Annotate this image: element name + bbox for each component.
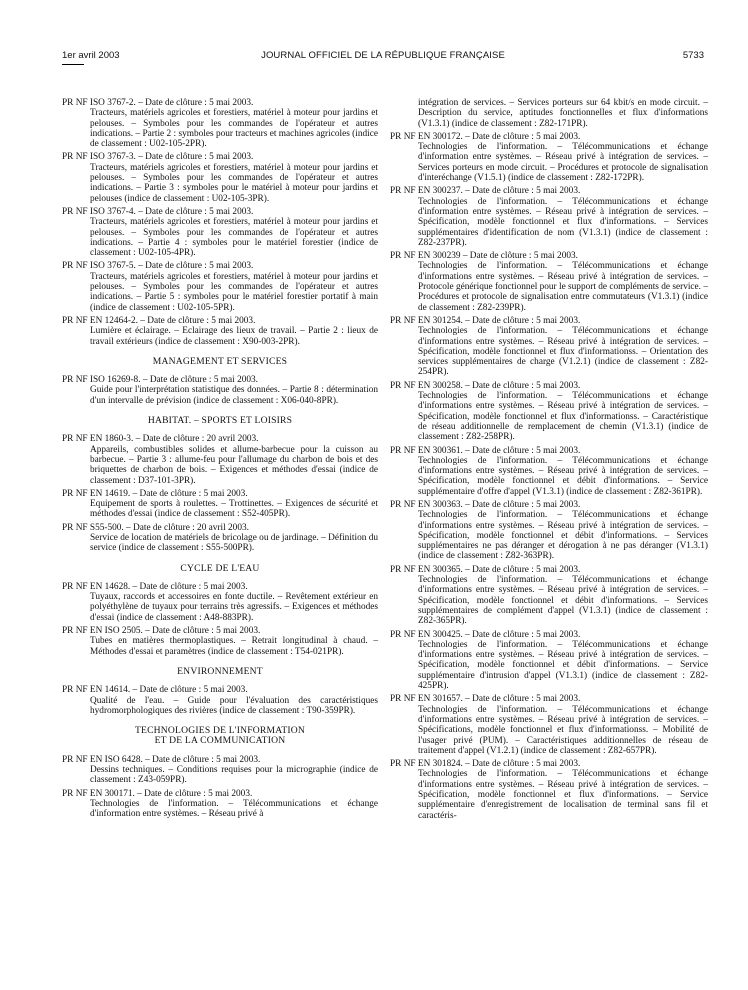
entry-reference: PR NF EN ISO 2505. – Date de clôture : 5 mai 2003. bbox=[62, 626, 261, 637]
entry-description: Guide pour l'interprétation statistique des données. – Partie 8 : détermination d'un intervalle de prévision (indice de classement : X06-040-8PR). bbox=[90, 385, 378, 406]
standard-entry bbox=[62, 523, 378, 554]
entry-reference: PR NF EN 300171. – Date de clôture : 5 mai 2003. bbox=[62, 788, 253, 799]
standard-entry bbox=[390, 446, 708, 497]
section-heading-line: CYCLE DE L'EAU bbox=[180, 562, 260, 574]
standard-entry bbox=[390, 98, 708, 129]
entry-description: Technologies de l'information. – Télécommunications et échange d'information entre systèmes. – Réseau privé à intégration de services. – Spécification, modèle fonctionnel et flux d'informations. – Services supplémentaires d'identification de nom (V1.3.1) (indice de classement : Z82-237PR). bbox=[418, 196, 708, 248]
standard-entry bbox=[390, 132, 708, 183]
entry-description: Technologies de l'information. – Télécommunications et échange d'informations entre systèmes. – Réseau privé à intégration de services. – Spécification, modèle fonctionnel et flux d'informations. – Service supplémentaire d'enregistrement de localisation de terminal sans fil et caractéris- bbox=[418, 769, 708, 821]
entry-reference: PR NF EN 300361. – Date de clôture : 5 mai 2003. bbox=[390, 445, 581, 456]
section-heading bbox=[62, 416, 378, 426]
entry-reference: PR NF EN 300239 – Date de clôture : 5 mai 2003. bbox=[390, 251, 578, 262]
section-heading bbox=[62, 564, 378, 574]
entry-description: Technologies de l'information. – Télécommunications et échange d'informations entre systèmes. – Réseau privé à intégration de services. – Protocole générique fonctionnel pour le support de compléments de service. – Procédures et protocole de signalisation entre commutateurs (V1.3.1) (indice de classement : Z82-239PR). bbox=[418, 261, 708, 313]
standard-entry bbox=[62, 316, 378, 347]
right-column bbox=[390, 98, 708, 824]
entry-description: Technologies de l'information. – Télécommunications et échange d'information entre systèmes. – Réseau privé à bbox=[90, 798, 378, 820]
entry-description: Technologies de l'information. – Télécommunications et échange d'information entre systèmes. – Réseau privé à intégration de services. – Services porteurs en mode circuit. – Procédures et protocole de signalisation d'interéchange (V1.5.1) (indice de classement : Z82-172PR). bbox=[418, 142, 708, 184]
standard-entry bbox=[62, 434, 378, 485]
section-heading bbox=[62, 667, 378, 677]
standard-entry bbox=[390, 694, 708, 756]
section-heading-line: TECHNOLOGIES DE L'INFORMATION bbox=[134, 725, 306, 737]
entry-description: Tubes en matières thermoplastiques. – Retrait longitudinal à chaud. – Méthodes d'essai et paramètres (indice de classement : T54-021PR). bbox=[90, 636, 378, 657]
page-number: 5733 bbox=[682, 50, 704, 61]
entry-description: intégration de services. – Services porteurs sur 64 kbit/s en mode circuit. – Description du service, aptitudes fonctionnelles et flux d'informations (V1.3.1) (indice de classement : Z82-171PR). bbox=[418, 98, 708, 129]
entry-reference: PR NF EN 14628. – Date de clôture : 5 mai 2003. bbox=[62, 581, 248, 592]
entry-reference: PR NF ISO 3767-4. – Date de clôture : 5 mai 2003. bbox=[62, 206, 254, 217]
entry-reference: PR NF EN 301254. – Date de clôture : 5 mai 2003. bbox=[390, 315, 581, 326]
standard-entry bbox=[62, 685, 378, 716]
entry-description: Tracteurs, matériels agricoles et forestiers, matériel à moteur pour jardins et pelouses. – Symboles pour les commandes de l'opérateur et autres indications. – Partie 4 : symboles pour le matériel forestier (indice de classement : U02-105-4PR). bbox=[90, 217, 378, 259]
entry-reference: PR NF ISO 3767-3. – Date de clôture : 5 mai 2003. bbox=[62, 152, 254, 163]
entry-reference: PR NF EN 12464-2. – Date de clôture : 5 mai 2003. bbox=[62, 315, 256, 326]
header-title: JOURNAL OFFICIEL DE LA RÉPUBLIQUE FRANÇAISE bbox=[261, 50, 505, 61]
entry-reference: PR NF EN 300237. – Date de clôture : 5 mai 2003. bbox=[390, 186, 581, 197]
section-heading-line: ET DE LA COMMUNICATION bbox=[154, 735, 286, 747]
standard-entry bbox=[62, 582, 378, 623]
entry-reference: PR NF EN 300365. – Date de clôture : 5 mai 2003. bbox=[390, 564, 581, 575]
standard-entry bbox=[62, 489, 378, 520]
standard-entry bbox=[62, 375, 378, 406]
entry-description: Qualité de l'eau. – Guide pour l'évaluation des caractéristiques hydromorphologiques des rivières (indice de classement : T90-359PR). bbox=[90, 695, 378, 716]
entry-description: Tuyaux, raccords et accessoires en fonte ductile. – Revêtement extérieur en polyéthylène de tuyaux pour terrains très agressifs. – Exigences et méthodes d'essai (indice de classement : A48-883PR). bbox=[90, 592, 378, 623]
entry-reference: PR NF EN 300258. – Date de clôture : 5 mai 2003. bbox=[390, 380, 581, 391]
entry-description: Tracteurs, matériels agricoles et forestiers, matériel à moteur pour jardins et pelouses. – Symboles pour les commandes de l'opérateur et autres indications. – Partie 3 : symboles pour le matériel à moteur pour jardins et pelouses (indice de classement : U02-105-3PR). bbox=[90, 162, 378, 204]
entry-reference: PR NF EN 300425. – Date de clôture : 5 mai 2003. bbox=[390, 629, 581, 640]
standard-entry bbox=[62, 261, 378, 312]
standard-entry bbox=[390, 630, 708, 692]
standard-entry bbox=[390, 565, 708, 627]
entry-description: Technologies de l'information. – Télécommunications et échange d'informations entre systèmes. – Réseau privé à intégration de services. – Spécification, modèle fonctionnel et flux d'informationss. – Orientation des services supplémentaires de charge (V1.2.1) (indice de classement : Z82-254PR). bbox=[418, 326, 708, 378]
entry-reference: PR NF EN 300363. – Date de clôture : 5 mai 2003. bbox=[390, 499, 581, 510]
section-heading-line: ENVIRONNEMENT bbox=[177, 665, 263, 677]
standard-entry bbox=[390, 251, 708, 313]
section-heading-line: HABITAT. – SPORTS ET LOISIRS bbox=[147, 415, 293, 427]
entry-description: Appareils, combustibles solides et allume-barbecue pour la cuisson au barbecue. – Partie 3 : allume-feu pour l'allumage du charbon de bois et des briquettes de charbon de bois. – Exigences et méthodes d'essai (indice de classement : D37-101-3PR). bbox=[90, 444, 378, 486]
left-column bbox=[62, 98, 378, 823]
entry-description: Technologies de l'information. – Télécommunications et échange d'informations entre systèmes. – Réseau privé à intégration de services. – Spécification, modèle fonctionnel et débit d'informations. – Service supplémentaire d'intrusion d'appel (V1.3.1) (indice de classement : Z82-425PR). bbox=[418, 639, 708, 692]
section-heading bbox=[62, 726, 378, 747]
entry-reference: PR NF S55-500. – Date de clôture : 20 avril 2003. bbox=[62, 522, 249, 533]
entry-description: Lumière et éclairage. – Eclairage des lieux de travail. – Partie 2 : lieux de travail extérieurs (indice de classement : X90-003-2PR). bbox=[90, 326, 378, 347]
standard-entry bbox=[62, 755, 378, 786]
standard-entry bbox=[62, 98, 378, 149]
entry-description: Technologies de l'information. – Télécommunications et échange d'informations entre systèmes. – Réseau privé à intégration de services. – Spécification, modèle fonctionnel et débit d'informations. – Services supplémentaires de complément d'appel (V1.3.1) (indice de classement : Z82-365PR). bbox=[418, 575, 708, 627]
page-header bbox=[62, 50, 704, 64]
standard-entry bbox=[390, 759, 708, 821]
header-rule bbox=[62, 64, 84, 65]
standard-entry bbox=[390, 186, 708, 248]
entry-description: Technologies de l'information. – Télécommunications et échange d'informations entre systèmes. – Réseau privé à intégration de services. – Spécifications, modèle fonctionnel et flux d'informationss. – Mobilité de l'usager privé (PUM). – Caractéristiques additionnelles de réseau de traitement d'appel (V1.2.1) (indice de classement : Z82-657PR). bbox=[418, 704, 708, 756]
header-date: 1er avril 2003 bbox=[62, 50, 120, 61]
standard-entry bbox=[62, 207, 378, 258]
standard-entry bbox=[62, 152, 378, 203]
entry-reference: PR NF ISO 16269-8. – Date de clôture : 5 mai 2003. bbox=[62, 375, 258, 386]
section-heading bbox=[62, 357, 378, 367]
entry-reference: PR NF EN 14614. – Date de clôture : 5 mai 2003. bbox=[62, 685, 248, 696]
entry-description: Tracteurs, matériels agricoles et forestiers, matériel à moteur pour jardins et pelouses. – Symboles pour les commandes de l'opérateur et autres indications. – Partie 5 : symboles pour le matériel forestier portatif à main (indice de classement : U02-105-5PR). bbox=[90, 271, 378, 313]
entry-description: Dessins techniques. – Conditions requises pour la micrographie (indice de classement : Z43-059PR). bbox=[90, 765, 378, 786]
section-heading-line: MANAGEMENT ET SERVICES bbox=[152, 355, 288, 367]
standard-entry bbox=[390, 316, 708, 378]
entry-description: Service de location de matériels de bricolage ou de jardinage. – Définition du service (indice de classement : S55-500PR). bbox=[90, 532, 378, 554]
entry-reference: PR NF ISO 3767-5. – Date de clôture : 5 mai 2003. bbox=[62, 261, 254, 272]
entry-reference: PR NF EN 301657. – Date de clôture : 5 mai 2003. bbox=[390, 694, 581, 705]
entry-reference: PR NF EN ISO 6428. – Date de clôture : 5 mai 2003. bbox=[62, 754, 261, 765]
entry-reference: PR NF EN 1860-3. – Date de clôture : 20 avril 2003. bbox=[62, 434, 259, 445]
entry-reference: PR NF EN 300172. – Date de clôture : 5 mai 2003. bbox=[390, 131, 581, 142]
standard-entry bbox=[390, 500, 708, 562]
entry-reference: PR NF EN 14619. – Date de clôture : 5 mai 2003. bbox=[62, 488, 248, 499]
entry-description: Technologies de l'information. – Télécommunications et échange d'informations entre systèmes. – Réseau privé à intégration de services. – Spécification, modèle fonctionnel et flux d'informationss. – Caractéristique de réseau additionnelle de remplacement de chemin (V1.3.1) (indice de classement : Z82-258PR). bbox=[418, 391, 708, 443]
entry-description: Tracteurs, matériels agricoles et forestiers, matériel à moteur pour jardins et pelouses. – Symboles pour les commandes de l'opérateur et autres indications. – Partie 2 : symboles pour tracteurs et machines agricoles (indice de classement : U02-105-2PR). bbox=[90, 108, 378, 150]
entry-description: Technologies de l'information. – Télécommunications et échange d'informations entre systèmes. – Réseau privé à intégration de services. – Spécification, modèle fonctionnel et débit d'informations. – Service supplémentaire d'offre d'appel (V1.3.1) (indice de classement : Z82-361PR). bbox=[418, 455, 708, 497]
entry-reference: PR NF ISO 3767-2. – Date de clôture : 5 mai 2003. bbox=[62, 98, 254, 108]
standard-entry bbox=[62, 626, 378, 657]
standard-entry bbox=[390, 381, 708, 443]
standard-entry bbox=[62, 789, 378, 820]
entry-description: Equipement de sports à roulettes. – Trottinettes. – Exigences de sécurité et méthodes d'essai (indice de classement : S52-405PR). bbox=[90, 499, 378, 520]
entry-description: Technologies de l'information. – Télécommunications et échange d'informations entre systèmes. – Réseau privé à intégration de services. – Spécification, modèle fonctionnel et débit d'informations. – Services supplémentaires ne pas déranger et dérogation à ne pas déranger (V1.3.1) (indice de classement : Z82-363PR). bbox=[418, 510, 708, 562]
entry-reference: PR NF EN 301824. – Date de clôture : 5 mai 2003. bbox=[390, 759, 581, 770]
